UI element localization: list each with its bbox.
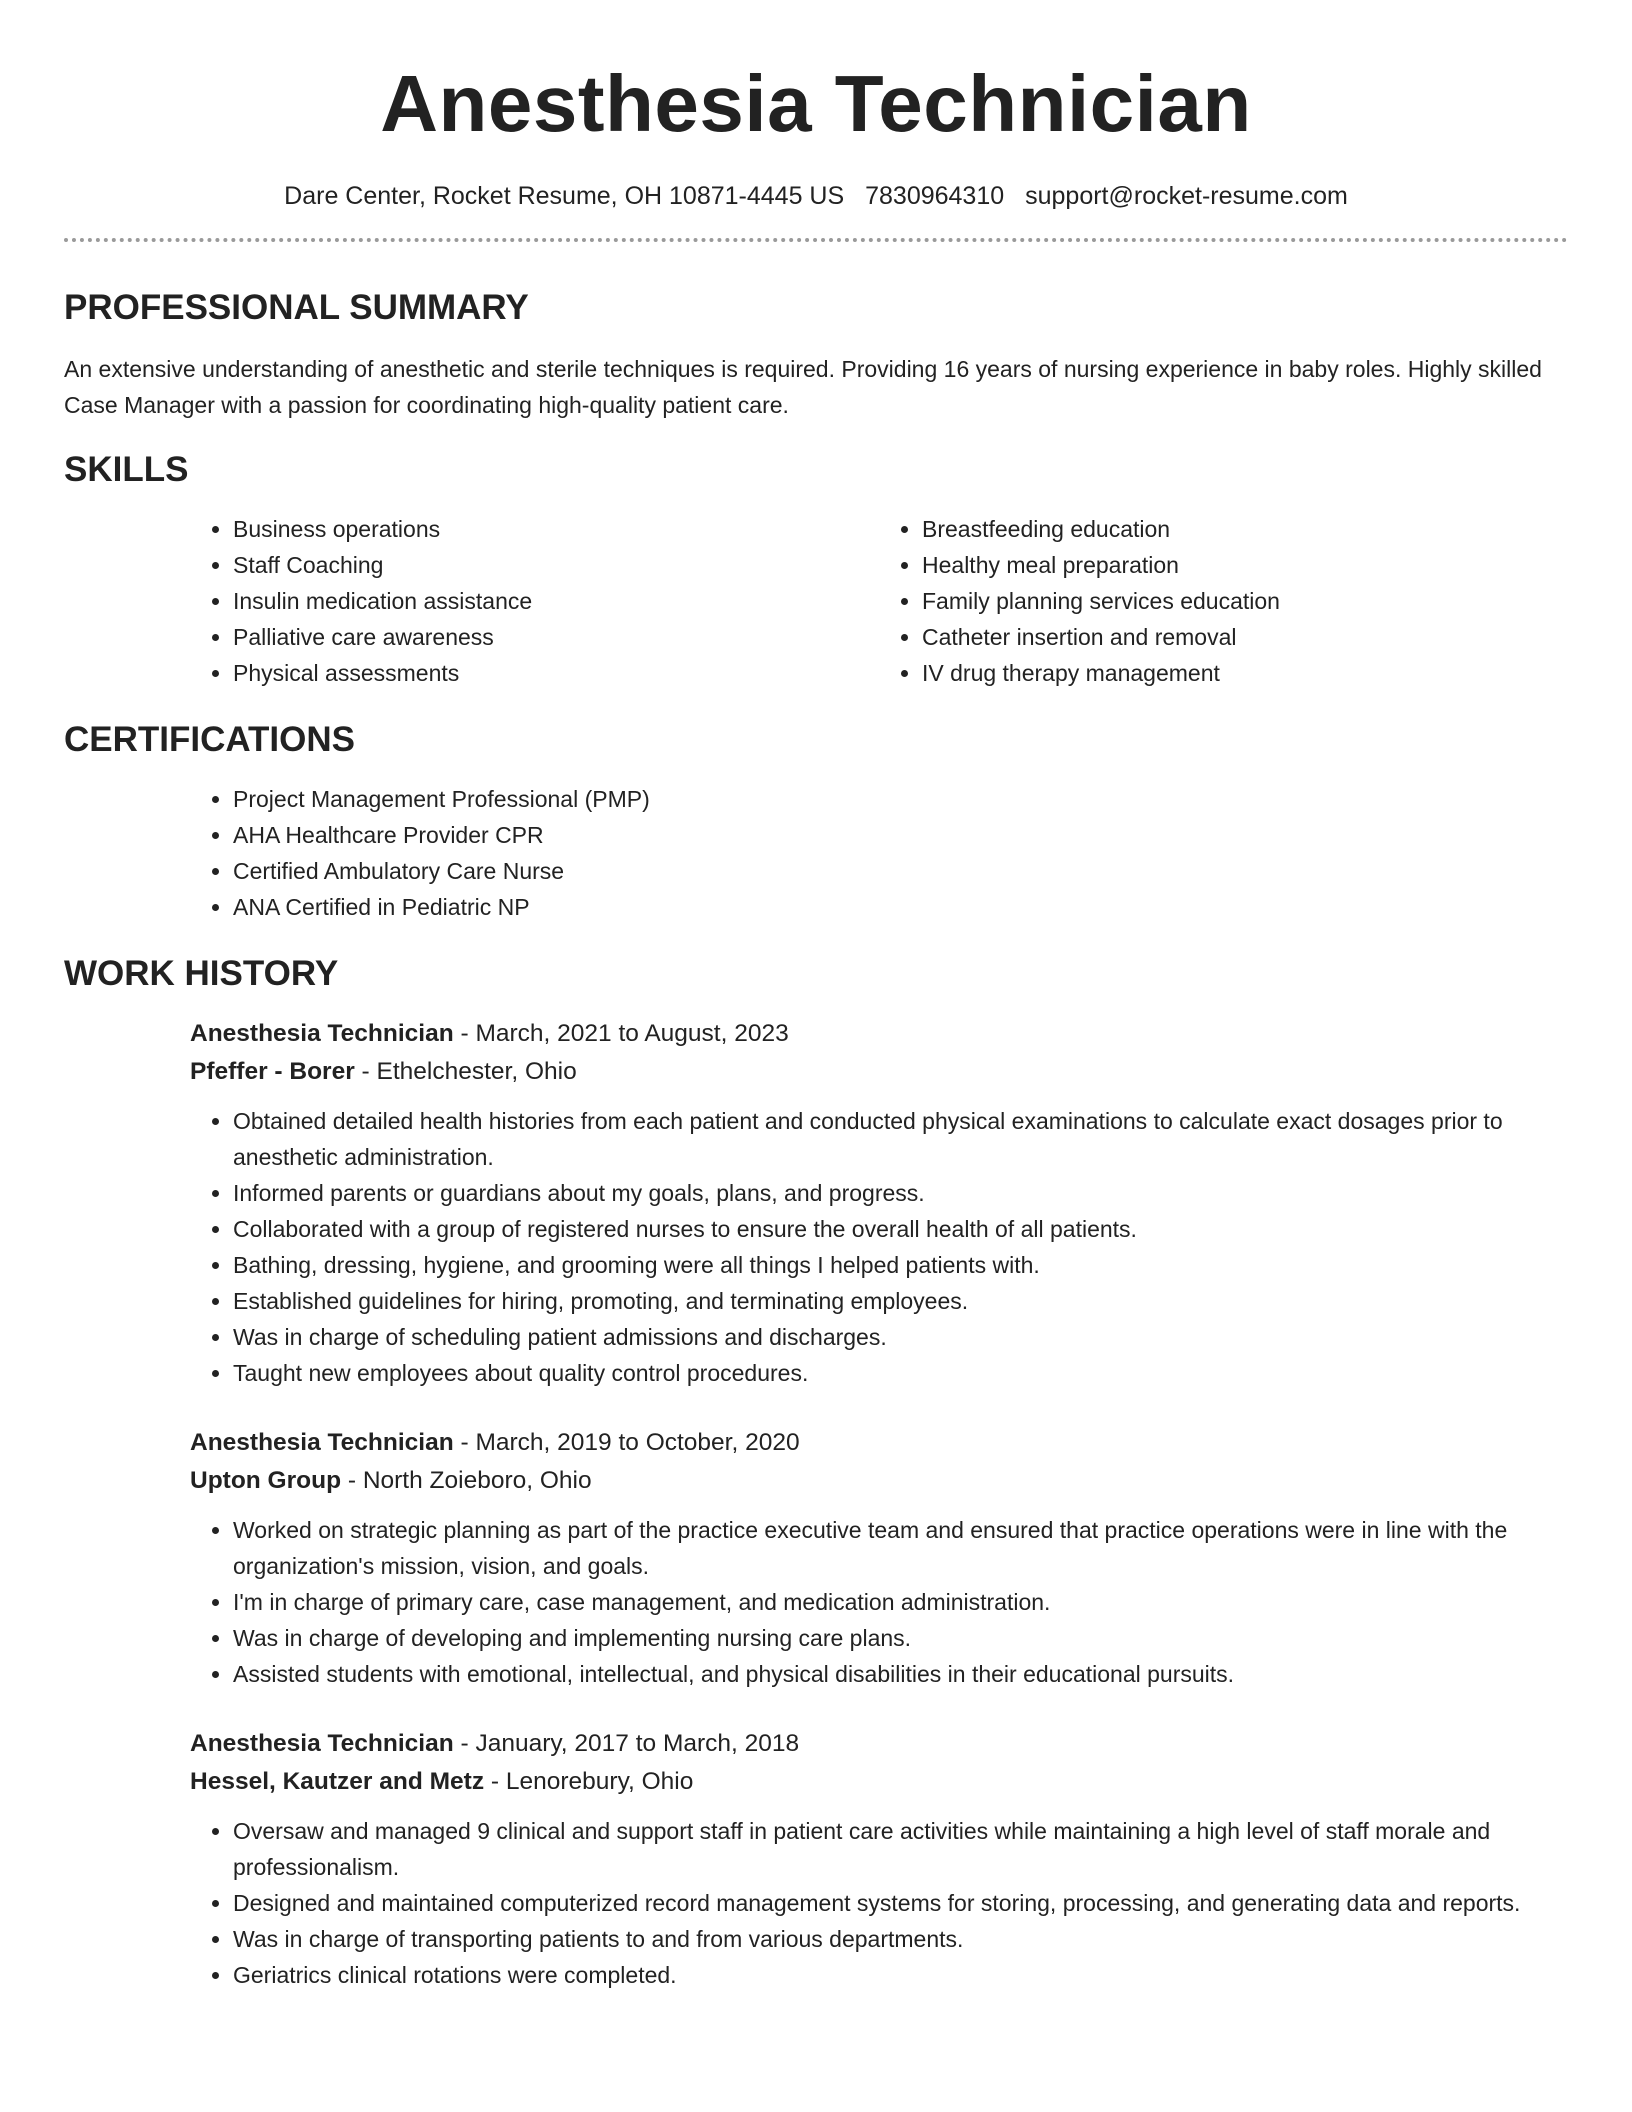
list-item: • Informed parents or guardians about my goals, plans, and progress. [233, 1175, 1568, 1211]
contact-email: support@rocket-resume.com [1025, 182, 1348, 210]
skills-heading: SKILLS [64, 450, 189, 489]
list-item: • Catheter insertion and removal [922, 619, 1568, 655]
job-company-line [190, 1462, 1568, 1500]
list-item: • I'm in charge of primary care, case management, and medication administration. [233, 1584, 1568, 1620]
work-section [64, 953, 1568, 1993]
list-item: • Was in charge of developing and implementing nursing care plans. [233, 1620, 1568, 1656]
list-item: • Healthy meal preparation [922, 547, 1568, 583]
job-entry [190, 1424, 1568, 1692]
list-item: • Project Management Professional (PMP) [233, 781, 1568, 817]
list-item: • AHA Healthcare Provider CPR [233, 817, 1568, 853]
skills-left-list [190, 511, 879, 691]
list-item: • Breastfeeding education [922, 511, 1568, 547]
job-company: Hessel, Kautzer and Metz [190, 1768, 485, 1795]
list-item: • Family planning services education [922, 583, 1568, 619]
list-item: • Collaborated with a group of registered nurses to ensure the overall health of all patients. [233, 1211, 1568, 1247]
job-title: Anesthesia Technician [190, 1429, 454, 1456]
list-item: • Assisted students with emotional, intellectual, and physical disabilities in their educational pursuits. [233, 1656, 1568, 1692]
job-location: - North Zoieboro, Ohio [341, 1467, 592, 1494]
job-title-line [190, 1725, 1568, 1763]
list-item: • Geriatrics clinical rotations were completed. [233, 1957, 1568, 1993]
skills-section [64, 449, 1568, 691]
job-location: - Ethelchester, Ohio [354, 1058, 577, 1085]
contact-line [64, 180, 1568, 212]
list-item: • Oversaw and managed 9 clinical and support staff in patient care activities while maintaining a high level of staff morale and professionalism. [233, 1813, 1568, 1885]
job-title-line [190, 1424, 1568, 1462]
list-item: • Designed and maintained computerized record management systems for storing, processing, and generating data and reports. [233, 1885, 1568, 1921]
summary-heading: PROFESSIONAL SUMMARY [64, 288, 529, 327]
list-item: • Was in charge of scheduling patient admissions and discharges. [233, 1319, 1568, 1355]
resume-name: Anesthesia Technician [380, 59, 1252, 148]
job-bullets [190, 1512, 1568, 1692]
list-item: • Bathing, dressing, hygiene, and grooming were all things I helped patients with. [233, 1247, 1568, 1283]
list-item: • Was in charge of transporting patients to and from various departments. [233, 1921, 1568, 1957]
skills-right-list [879, 511, 1568, 691]
list-item: • Palliative care awareness [233, 619, 879, 655]
resume-page [64, 0, 1568, 1993]
list-item: • Certified Ambulatory Care Nurse [233, 853, 1568, 889]
job-title: Anesthesia Technician [190, 1020, 454, 1047]
job-bullets [190, 1103, 1568, 1391]
skills-grid [190, 511, 1568, 691]
work-heading: WORK HISTORY [64, 954, 339, 993]
certifications-list [190, 781, 1568, 925]
job-dates: - March, 2021 to August, 2023 [453, 1020, 789, 1047]
job-company-line [190, 1053, 1568, 1091]
job-company: Upton Group [190, 1467, 342, 1494]
list-item: • Staff Coaching [233, 547, 879, 583]
certifications-section [64, 719, 1568, 925]
job-bullets [190, 1813, 1568, 1993]
list-item: • Established guidelines for hiring, promoting, and terminating employees. [233, 1283, 1568, 1319]
job-title-line [190, 1015, 1568, 1053]
header-divider [64, 238, 1568, 242]
list-item: • ANA Certified in Pediatric NP [233, 889, 1568, 925]
job-company-line [190, 1763, 1568, 1801]
list-item: • Business operations [233, 511, 879, 547]
list-item: • IV drug therapy management [922, 655, 1568, 691]
job-location: - Lenorebury, Ohio [484, 1768, 694, 1795]
list-item: • Insulin medication assistance [233, 583, 879, 619]
list-item: • Worked on strategic planning as part of the practice executive team and ensured that practice operations were in line with the organization's mission, vision, and goals. [233, 1512, 1568, 1584]
job-entry [190, 1725, 1568, 1993]
list-item: • Obtained detailed health histories from each patient and conducted physical examinations to calculate exact dosages prior to anesthetic administration. [233, 1103, 1568, 1175]
list-item: • Taught new employees about quality control procedures. [233, 1355, 1568, 1391]
certifications-heading: CERTIFICATIONS [64, 720, 356, 759]
list-item: • Physical assessments [233, 655, 879, 691]
job-dates: - March, 2019 to October, 2020 [453, 1429, 800, 1456]
job-entry [190, 1015, 1568, 1391]
job-dates: - January, 2017 to March, 2018 [453, 1730, 800, 1757]
summary-section [64, 287, 1568, 423]
job-company: Pfeffer - Borer [190, 1058, 355, 1085]
summary-text: An extensive understanding of anesthetic and sterile techniques is required. Providing 16 years of nursing experience in baby roles. Highly skilled Case Manager with a passion for coordinating high-quality patient care. [64, 356, 1542, 418]
contact-address: Dare Center, Rocket Resume, OH 10871-4445 US [284, 182, 845, 210]
contact-phone: 7830964310 [865, 182, 1005, 210]
job-title: Anesthesia Technician [190, 1730, 454, 1757]
